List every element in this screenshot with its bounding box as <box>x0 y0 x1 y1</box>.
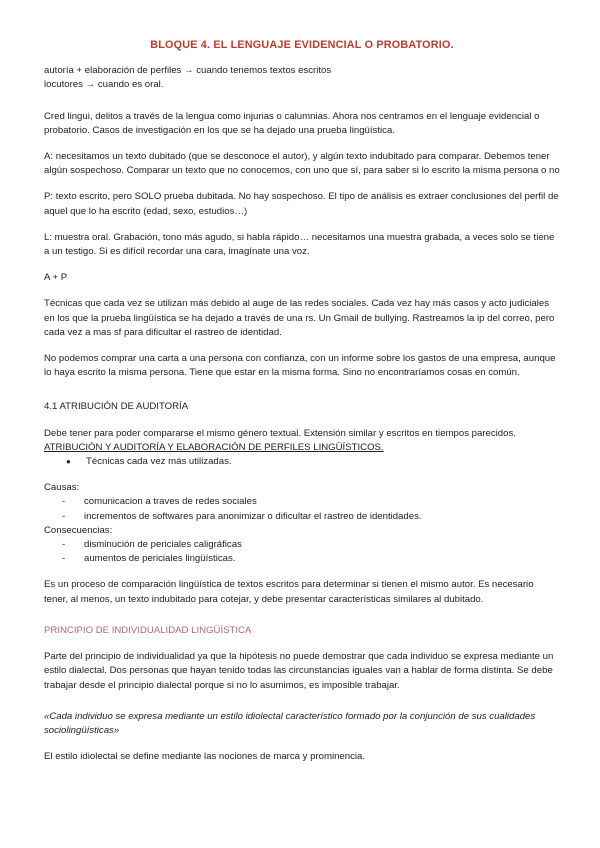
paragraph-debe: Debe tener para poder compararse el mismo género textual. Extensión similar y escritos en tiempos parecidos. <box>44 427 516 439</box>
bullet-list <box>44 455 560 469</box>
document-title: BLOQUE 4. EL LENGUAJE EVIDENCIAL O PROBATORIO. <box>150 39 454 51</box>
intro-line-1: autoría + elaboración de perfiles → cuando tenemos textos escritos <box>44 65 332 77</box>
paragraph-tecnicas: Técnicas que cada vez se utilizan más debido al auge de las redes sociales. Cada vez hay más casos y acto judiciales en los que la prueba lingüística se ha dejado a través de una rs. Un Gmail de bullying. Rastreamos la ip del correo, pero cada vez a mas sf para dificultar el rastreo de identidad. <box>44 298 555 338</box>
paragraph-l: L: muestra oral. Grabación, tono más agudo, si habla rápido… necesitamos una muestra grabada, a veces solo se tiene a un testigo. Si es difícil recordar una cara, imagínate una voz. <box>44 231 555 258</box>
underlined-heading: ATRIBUCIÓN Y AUDITORÍA Y ELABORACIÓN DE PERFILES LINGÜÍSTICOS. <box>44 441 384 453</box>
paragraph-estilo: El estilo idiolectal se define mediante las nociones de marca y prominencia. <box>44 751 366 763</box>
paragraph-a: A: necesitamos un texto dubitado (que se desconoce el autor), y algún texto indubitado para comparar. Debemos tener algún sospechoso. Comparar un texto que no conocemos, con uno que sí, para saber si lo escrito la misma persona o no <box>44 151 560 177</box>
paragraph-cred: Cred lingui, delitos a través de la lengua como injurias o calumnias. Ahora nos centramos en el lenguaje evidencial o probatorio. Casos de investigación en los que se ha dejado una prueba lingüística. <box>44 110 540 136</box>
section-heading-principio: PRINCIPIO DE INDIVIDUALIDAD LINGÜÍSTICA <box>44 624 252 636</box>
paragraph-a-plus-p: A + P <box>44 272 68 284</box>
consecuencias-label: Consecuencias: <box>44 524 113 536</box>
paragraph-carta: No podemos comprar una carta a una persona con confianza, con un informe sobre los gastos de una empresa, aunque lo haya escrito la misma persona. Tiene que estar en la misma forma. Sino no encontraríamos cosas en común. <box>44 353 556 379</box>
intro-line-2: locutores → cuando es oral. <box>44 79 164 91</box>
paragraph-p: P: texto escrito, pero SOLO prueba dubitada. No hay sospechoso. El tipo de análisis es extraer conclusiones del perfil de aquel que lo ha escrito (edad, sexo, estudios…) <box>44 191 559 217</box>
paragraph-proceso: Es un proceso de comparación lingüística de textos escritos para determinar si tienen el mismo autor. Es necesario tener, al menos, un texto indubitado para cotejar, y debe presentar características similares al dubitado. <box>44 579 534 605</box>
list-item: - comunicacion a traves de redes sociales <box>62 495 560 509</box>
list-item: - disminución de periciales caligráficas <box>62 538 560 552</box>
consecuencias-list <box>44 538 560 566</box>
causas-list <box>44 495 560 523</box>
list-item: - incrementos de softwares para anonimizar o dificultar el rastreo de identidades. <box>62 510 560 524</box>
list-item: ● Técnicas cada vez más utilizadas. <box>66 455 560 469</box>
list-item: - aumentos de periciales lingüísticas. <box>62 552 560 566</box>
quote: «Cada individuo se expresa mediante un estilo idiolectal característico formado por la conjunción de sus cualidades sociolingüísticas» <box>44 710 536 736</box>
paragraph-parte: Parte del principio de individualidad ya que la hipótesis no puede demostrar que cada individuo se expresa mediante un estilo dialectal. Dos personas que hayan tenido todas las circunstancias iguales van a hablar de forma distinta. Se debe trabajar desde el principio dialectal porque si no lo asumimos, es imposible trabajar. <box>44 651 554 691</box>
document-page <box>44 38 560 764</box>
section-heading-atribucion: 4.1 ATRIBUCIÓN DE AUDITORÍA <box>44 401 189 413</box>
causas-label: Causas: <box>44 482 80 494</box>
